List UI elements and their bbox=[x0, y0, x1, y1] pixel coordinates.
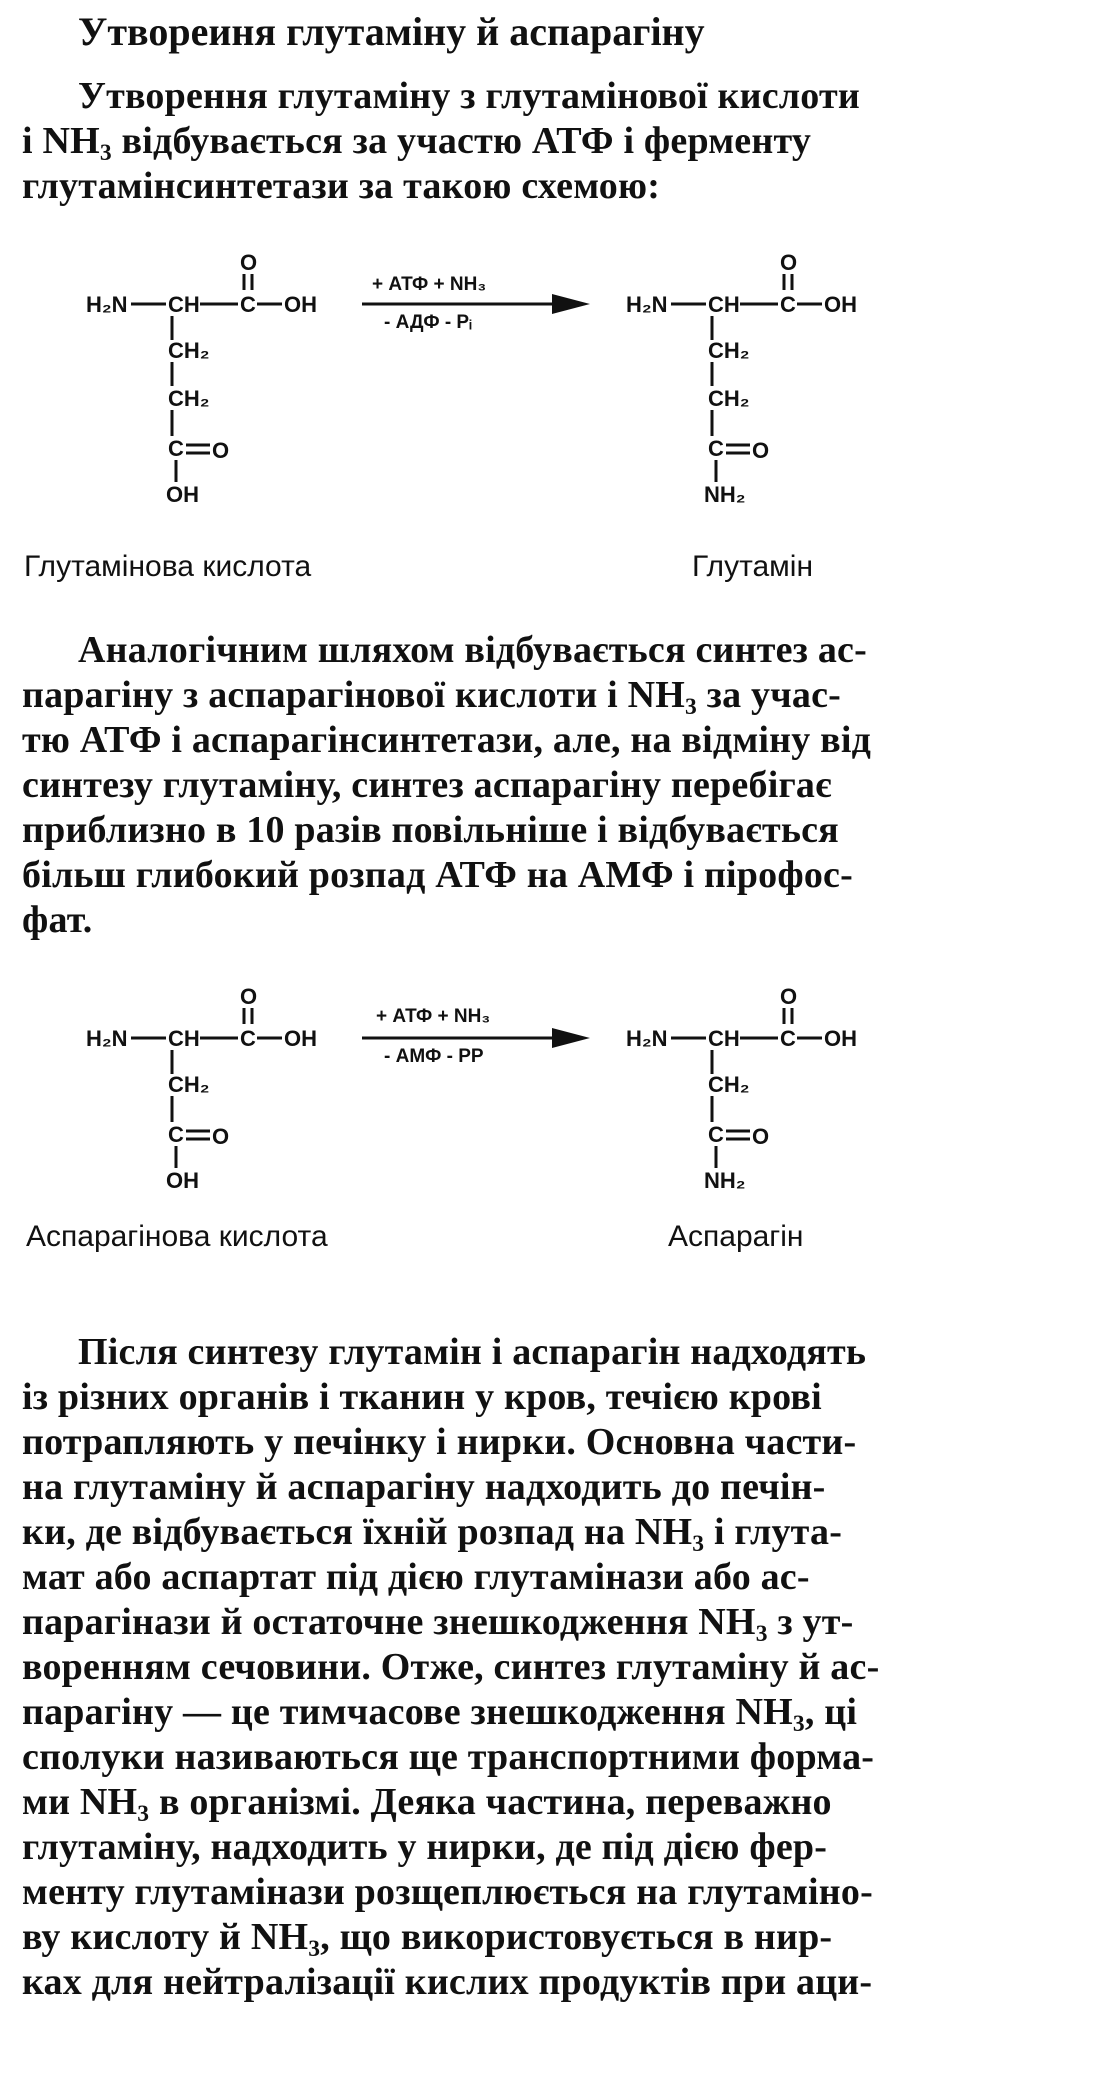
aspartic-acid-structure bbox=[86, 984, 317, 1193]
svg-text:CH₂: CH₂ bbox=[708, 338, 750, 363]
svg-text:H₂N: H₂N bbox=[86, 1026, 128, 1051]
svg-text:O: O bbox=[212, 438, 230, 463]
svg-text:CH: CH bbox=[708, 292, 740, 317]
text-line: із різних органів і тканин у кров, течією крові bbox=[22, 1376, 822, 1418]
arrow-top-reagents: + АТФ + NH₃ bbox=[376, 1006, 491, 1027]
glutamic-acid-caption: Глутамінова кислота bbox=[24, 550, 312, 583]
svg-text:CH₂: CH₂ bbox=[708, 386, 750, 411]
svg-text:H₂N: H₂N bbox=[626, 292, 668, 317]
amino-group-label: H₂N bbox=[86, 292, 128, 317]
svg-text:C: C bbox=[240, 292, 256, 317]
asparagine-structure bbox=[626, 984, 857, 1193]
text-line: воренням сечовини. Отже, синтез глутаміну й ас- bbox=[22, 1646, 880, 1688]
text-line: Утворення глутаміну з глутамінової кислоти bbox=[78, 75, 860, 117]
svg-text:OH: OH bbox=[824, 292, 857, 317]
svg-text:NH₂: NH₂ bbox=[704, 482, 746, 507]
text-line: Аналогічним шляхом відбувається синтез ас- bbox=[78, 629, 867, 671]
svg-text:O: O bbox=[240, 984, 258, 1009]
text-line: глутамінсинтетази за такою схемою: bbox=[22, 165, 661, 207]
svg-text:CH: CH bbox=[708, 1026, 740, 1051]
text-line: парагіну з аспарагінової кислоти і $NH_3$ за учас- bbox=[22, 674, 841, 721]
glutamic-acid-structure bbox=[86, 250, 317, 507]
svg-text:C: C bbox=[240, 1026, 256, 1051]
text-line: більш глибокий розпад АТФ на АМФ і пірофос- bbox=[22, 854, 853, 896]
svg-text:C: C bbox=[780, 1026, 796, 1051]
svg-text:O: O bbox=[780, 250, 798, 275]
section-heading: Утвореиня глутаміну й аспарагіну bbox=[78, 9, 705, 54]
svg-text:CH₂: CH₂ bbox=[168, 386, 210, 411]
svg-text:O: O bbox=[780, 984, 798, 1009]
text-line: Після синтезу глутамін і аспарагін надходять bbox=[78, 1331, 867, 1373]
text-line: синтезу глутаміну, синтез аспарагіну перебігає bbox=[22, 764, 832, 806]
text-line: ки, де відбувається їхній розпад на $NH_3$ і глута- bbox=[22, 1511, 843, 1558]
svg-text:O: O bbox=[240, 250, 258, 275]
arrow-bottom-products: - АМФ - PP bbox=[384, 1046, 484, 1067]
text-line: фат. bbox=[22, 899, 93, 941]
text-line: глутаміну, надходить у нирки, де під дією фер- bbox=[22, 1826, 828, 1868]
svg-text:H₂N: H₂N bbox=[626, 1026, 668, 1051]
reaction-arrow-1 bbox=[362, 274, 590, 333]
svg-text:OH: OH bbox=[824, 1026, 857, 1051]
svg-text:O: O bbox=[212, 1124, 230, 1149]
glutamine-synthesis-scheme bbox=[0, 240, 1112, 540]
svg-text:CH: CH bbox=[168, 292, 200, 317]
arrow-top-reagents: + АТФ + NH₃ bbox=[372, 274, 487, 295]
text-line: парагіну — це тимчасове знешкодження $NH_3$, ці bbox=[22, 1691, 858, 1738]
text-line: ву кислоту й $NH_3$, що використовується в нир- bbox=[22, 1916, 833, 1963]
svg-text:O: O bbox=[752, 1124, 770, 1149]
text-line: менту глутамінази розщеплюється на глутаміно- bbox=[22, 1871, 873, 1913]
aspartic-acid-caption: Аспарагінова кислота bbox=[26, 1220, 328, 1253]
svg-text:C: C bbox=[780, 292, 796, 317]
text-line: і $NH_3$ відбувається за участю АТФ і ферменту bbox=[22, 120, 812, 167]
text-line: сполуки називаються ще транспортними форма- bbox=[22, 1736, 875, 1778]
arrow-bottom-products: - АДФ - Pᵢ bbox=[384, 312, 472, 333]
svg-text:C: C bbox=[708, 436, 724, 461]
text-line: приблизно в 10 разів повільніше і відбувається bbox=[22, 809, 839, 851]
text-line: тю АТФ і аспарагінсинтетази, але, на відміну від bbox=[22, 719, 872, 761]
reaction-arrow-2 bbox=[362, 1006, 590, 1067]
svg-text:C: C bbox=[708, 1122, 724, 1147]
svg-text:C: C bbox=[168, 436, 184, 461]
asparagine-synthesis-scheme bbox=[0, 980, 1112, 1210]
svg-text:C: C bbox=[168, 1122, 184, 1147]
text-line: ми $NH_3$ в організмі. Деяка частина, переважно bbox=[22, 1781, 832, 1828]
glutamine-structure bbox=[626, 250, 857, 507]
svg-text:OH: OH bbox=[166, 1168, 199, 1193]
svg-text:O: O bbox=[752, 438, 770, 463]
text-line: мат або аспартат під дією глутамінази або ас- bbox=[22, 1556, 810, 1598]
svg-text:OH: OH bbox=[284, 292, 317, 317]
svg-text:CH: CH bbox=[168, 1026, 200, 1051]
text-line: потрапляють у печінку і нирки. Основна части- bbox=[22, 1421, 857, 1463]
svg-text:OH: OH bbox=[166, 482, 199, 507]
svg-text:CH₂: CH₂ bbox=[168, 338, 210, 363]
text-line: ках для нейтралізації кислих продуктів при аци- bbox=[22, 1961, 873, 2003]
asparagine-caption: Аспарагін bbox=[668, 1220, 804, 1253]
svg-text:OH: OH bbox=[284, 1026, 317, 1051]
text-line: на глутаміну й аспарагіну надходить до печін- bbox=[22, 1466, 826, 1508]
svg-text:CH₂: CH₂ bbox=[708, 1072, 750, 1097]
glutamine-caption: Глутамін bbox=[692, 550, 814, 583]
text-line: парагінази й остаточне знешкодження $NH_3$ з ут- bbox=[22, 1601, 854, 1648]
svg-text:CH₂: CH₂ bbox=[168, 1072, 210, 1097]
svg-text:NH₂: NH₂ bbox=[704, 1168, 746, 1193]
